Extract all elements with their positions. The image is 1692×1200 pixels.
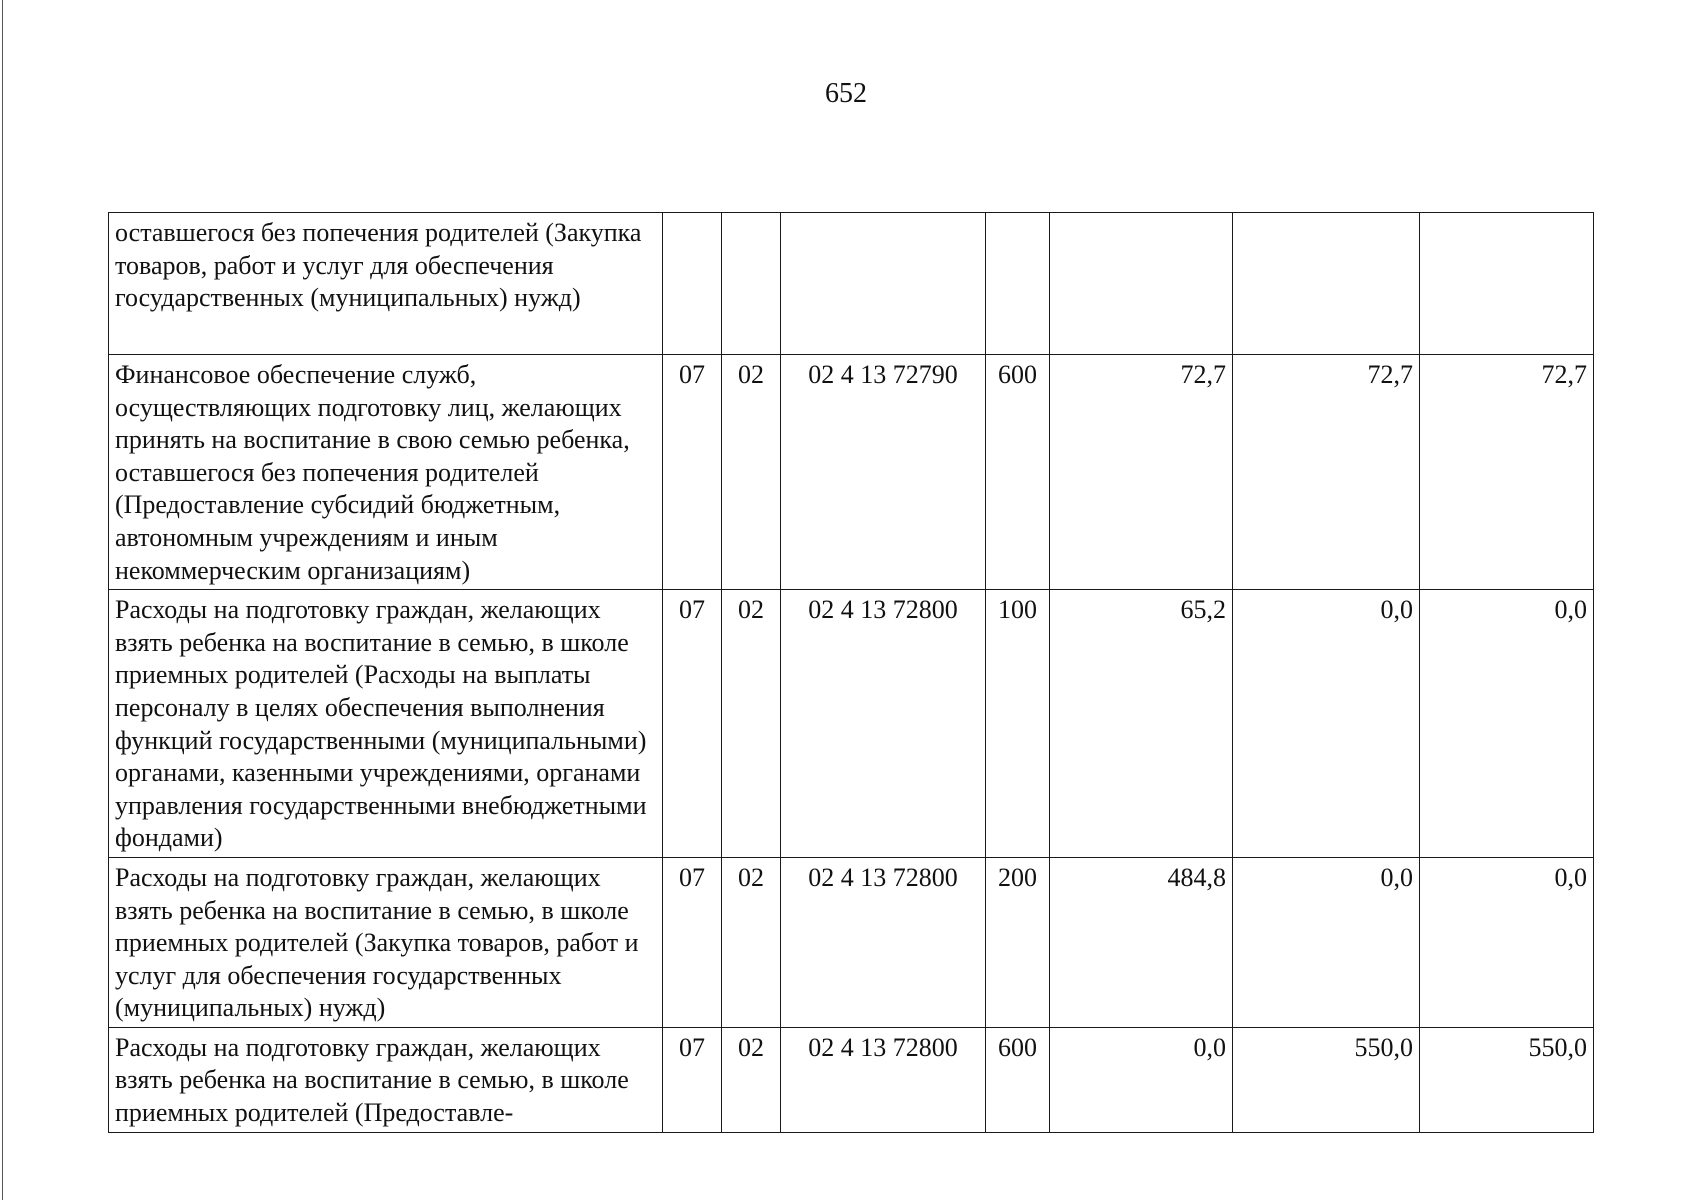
amount-year3-cell: 550,0 bbox=[1420, 1027, 1594, 1132]
subsection-code-cell: 02 bbox=[722, 1027, 781, 1132]
amount-year2-cell: 0,0 bbox=[1233, 590, 1420, 858]
section-code-cell: 07 bbox=[663, 355, 722, 590]
section-code-cell: 07 bbox=[663, 1027, 722, 1132]
section-code-cell: 07 bbox=[663, 590, 722, 858]
table-row bbox=[109, 355, 1594, 590]
expense-name-cell: Расходы на подготовку граждан, желающих взять ребенка на воспитание в семью, в школе приемных родителей (Предоставле- bbox=[109, 1027, 663, 1132]
amount-year3-cell: 0,0 bbox=[1420, 590, 1594, 858]
amount-year3-cell: 0,0 bbox=[1420, 857, 1594, 1027]
target-article-cell bbox=[781, 213, 986, 355]
subsection-code-cell: 02 bbox=[722, 355, 781, 590]
amount-year1-cell: 65,2 bbox=[1050, 590, 1233, 858]
amount-year2-cell bbox=[1233, 213, 1420, 355]
expense-type-cell: 600 bbox=[986, 355, 1050, 590]
expense-type-cell: 600 bbox=[986, 1027, 1050, 1132]
expense-type-cell: 100 bbox=[986, 590, 1050, 858]
subsection-code-cell bbox=[722, 213, 781, 355]
expense-name-cell: Расходы на подготовку граждан, желающих взять ребенка на воспитание в семью, в школе приемных родителей (Закупка товаров, работ и услуг для обеспечения государственных (муниципальных) нужд) bbox=[109, 857, 663, 1027]
budget-table bbox=[108, 212, 1594, 1133]
target-article-cell: 02 4 13 72800 bbox=[781, 857, 986, 1027]
expense-type-cell: 200 bbox=[986, 857, 1050, 1027]
amount-year2-cell: 0,0 bbox=[1233, 857, 1420, 1027]
table-row bbox=[109, 857, 1594, 1027]
subsection-code-cell: 02 bbox=[722, 590, 781, 858]
table-row bbox=[109, 213, 1594, 355]
amount-year2-cell: 72,7 bbox=[1233, 355, 1420, 590]
section-code-cell: 07 bbox=[663, 857, 722, 1027]
amount-year1-cell: 72,7 bbox=[1050, 355, 1233, 590]
table-row bbox=[109, 590, 1594, 858]
expense-type-cell bbox=[986, 213, 1050, 355]
expense-name-cell: оставшегося без попечения родителей (Закупка товаров, работ и услуг для обеспечения государственных (муниципальных) нужд) bbox=[109, 213, 663, 355]
subsection-code-cell: 02 bbox=[722, 857, 781, 1027]
amount-year3-cell bbox=[1420, 213, 1594, 355]
amount-year1-cell: 484,8 bbox=[1050, 857, 1233, 1027]
expense-name-cell: Расходы на подготовку граждан, желающих взять ребенка на воспитание в семью, в школе приемных родителей (Расходы на выплаты персоналу в целях обеспечения выполнения функций государственными (муниципальными) органами, казенными учреждениями, органами управления государственными внебюджетными фондами) bbox=[109, 590, 663, 858]
amount-year1-cell bbox=[1050, 213, 1233, 355]
amount-year2-cell: 550,0 bbox=[1233, 1027, 1420, 1132]
amount-year1-cell: 0,0 bbox=[1050, 1027, 1233, 1132]
section-code-cell bbox=[663, 213, 722, 355]
target-article-cell: 02 4 13 72800 bbox=[781, 590, 986, 858]
page-number: 652 bbox=[825, 78, 867, 109]
target-article-cell: 02 4 13 72790 bbox=[781, 355, 986, 590]
expense-name-cell: Финансовое обеспечение служб, осуществляющих подготовку лиц, желающих принять на воспитание в свою семью ребенка, оставшегося без попечения родителей (Предоставление субсидий бюджетным, автономным учреждениям и иным некоммерческим организациям) bbox=[109, 355, 663, 590]
scan-edge-line bbox=[2, 0, 3, 1200]
table-row bbox=[109, 1027, 1594, 1132]
target-article-cell: 02 4 13 72800 bbox=[781, 1027, 986, 1132]
amount-year3-cell: 72,7 bbox=[1420, 355, 1594, 590]
